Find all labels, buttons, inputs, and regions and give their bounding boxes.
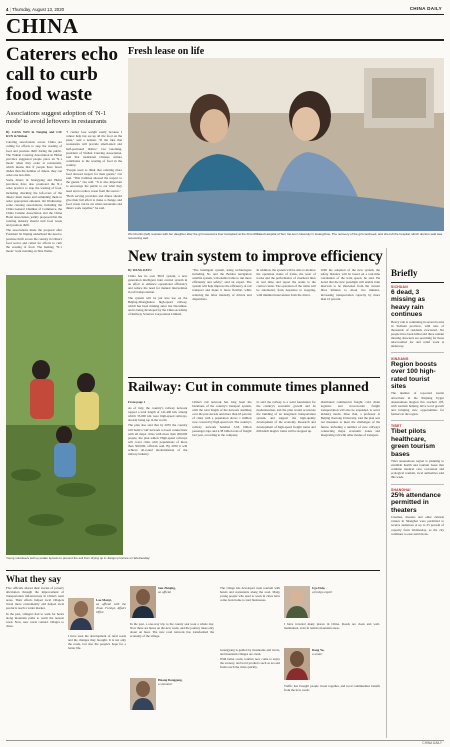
- portrait-lao-manyi: [68, 598, 94, 630]
- hospital-scene-illustration: [128, 58, 444, 231]
- briefly-header: Briefly: [391, 268, 418, 278]
- quote-name-huang: Huang Donggeng,: [158, 678, 183, 682]
- train-byline: By WANG KEJU: [128, 268, 152, 272]
- quote-role-fida: a foreign expert: [312, 590, 333, 595]
- issue-date: Thursday, August 13, 2020: [11, 7, 65, 12]
- railway-body: As of July, the country's railway network topped a total length of 141,400 km, among which 35,000 km were high-speed railways, already being top in the world.: [128, 406, 188, 423]
- masthead: CHINA DAILY: [409, 6, 442, 11]
- what-they-say-section: Five officials shared their stories of poverty alleviation through the improvement of transportation infrastructure in China's rural areas. Their efforts helped local villagers travel more conveniently and helped local products reach a wider market. In the past, villagers had to walk for hours along mountain paths to reach the nearest town. Now, new roads connect villages to cities. Lao Manyi, an official with the Jinan Foreign Affairs Office I have seen the development of rural roads and the changes they brought. It is not only the roads, but also the people's hope for a better life. Sun Zhiqing, an official In the past, a one-way trip to the county seat took a whole day. Now there are buses on the new roads, and the journey takes only about an hour. The new road network has transformed the economy of the village. The village has developed rural tourism with hotels and restaurants along the road. Many young people who used to work in cities have come back home to start businesses. Ugo Fida, a foreign expert I have traveled many places in China. Roads are clean and well-maintained, even in remote mountain areas. Dang Ya, a senior Huang Donggeng, a volunteer Guangyang is guided by mountains and rivers, and mountain villages are clean. With better roads, tourists now come to enjoy the scenery, and local products such as tea and fruits reach the cities quickly. Traffic has brought people closer together, and local communities benefit from the new roads.: [6, 586, 380, 740]
- brief-item: XINJIANG Region boosts over 100 high-rated tourist sites The number of top-rated tourist attractions in the Xinjiang Uygur Autonomous Region has reached 103, with tourism helping drive local growth and bringing new opportunities for farmers in the region.: [391, 356, 444, 416]
- lead-byline: By CANG WEI in Nanjing and LIU KUN in Wuhan: [6, 130, 62, 139]
- brief-item: SHANGHAI 25% attendance permitted in theaters Cinemas, theaters and other cultural venues in Shanghai were permitted to receive audiences at up to 25 percent of capacity from Wednesday, as the city continues to ease restrictions.: [391, 488, 444, 536]
- portrait-huang-donggeng: [130, 678, 156, 710]
- quote-role-dang: a senior: [312, 652, 323, 657]
- train-story: By WANG KEJU China has its own 'Bird' system, a new generation intelligent train control system in an effort to enhance operational efficiency and reduce the need for manual intervention in rail transportation. The system will be put into use on the Beijing-Zhangjiakou high-speed railway, which has been running since last December, and is being developed by the China Academy of Railway Sciences Corporation Limited. "The intelligent system, using technologies including 5G and the Beidou navigation satellite system, will enable trains to run more efficiently and safely," said an expert. The system will help improve the efficiency of rail transport and make it more flexible, while reducing the labor intensity of drivers and dispatchers. In addition, the system will be able to monitor the operation status of trains, the wear of tracks and the performance of overhead lines in real time, and report the status to the control center. The operation of the trains will be automated, from departure to stopping, with minimal intervention from the driver. With the adoption of the new system, the safety distance will be based on a real-time calculation of the train speed, he said. He noted that the new paradigm will enable train intervals to be shortened from the current three minutes to about two minutes, increasing transportation capacity by more than 10 percent.: [128, 268, 380, 316]
- feature-kicker: Fresh lease on life: [128, 46, 205, 57]
- train-body: China has its own 'Bird' system, a new generation intelligent train control system in an effort to enhance operational efficiency and reduce the need for manual intervention in rail transportation.: [128, 274, 188, 295]
- closing-quote: Guangyang is guided by mountains and rivers, and mountain villages are clean.: [220, 648, 280, 657]
- quote-role-lao: an official with the Jinan Foreign Affairs Office: [96, 602, 126, 615]
- lead-story: Caterers echo call to curb food waste Associations suggest adoption of 'N-1 mode' to avoid leftovers in restaurants By CANG WEI in Nanjing and LIU KUN in Wuhan Catering associations across China are calling for efforts to stop the wasting of food and promote thrift during the public. The Wuhan Catering Association in Hubei province suggested people place an 'N-1 mode' when they order at restaurants, which means that if people have fewer dishes than the number of diners, they can order one less dish. Some diners in Xiangyang and Hubei provinces have also promoted the N-1 order practice to stop the wasting of food, including checking the left-overs of the diners' main meals and reminding them to order appropriate amounts. On Wednesday, some catering associations, including the China General Chamber of Commerce, the China Cuisine Association and the China Hotel Association, jointly proposed that the catering industry should curb food waste and promote thrift. The associations made the proposal after President Xi Jinping underlined the need to promote thrift across the country in China's food sector and called for efforts to curb the wasting of food. The hashtag "N-1 mode" went trending on Sina Weibo. "I cannot lose weight easily because I cannot help but eat up all the food on the plate," said a netizen. "If the idea that restaurants will provide small-sized and half-portioned dishes," Liu Guoliang, president of Wuhan Catering Association, said that traditional Chinese culture contributes to the wasting of food in the country. "People used to think that ordering more food showed respect for their guests," Liu said. "That tradition showed the respect to the guests." Liu said. "It is also important to encourage the public to eat what they need and to reduce waste from the source." "Both serving providers and diners should give their full effort to make a change, and food waste can be cut when restaurants and diners work together," he said.: [6, 45, 122, 253]
- what-they-say-header: What they say: [6, 574, 62, 584]
- portrait-ugo-fida: [284, 586, 310, 618]
- volunteers-photo-caption: Young volunteers pull up potato sprouts to prevent the soil from drying up in Jiangxi province on Wednesday.: [6, 556, 151, 560]
- portrait-dang-ya: [284, 648, 310, 680]
- railway-label: Railway:: [128, 380, 182, 395]
- page-number: 4: [6, 7, 9, 12]
- quote-name-sun: Sun Zhiqing,: [158, 586, 176, 590]
- railway-story: From page 1 As of July, the country's railway network topped a total length of 141,400 km, among which 35,000 km were high-speed railways, already being top in the world. The plan also said that by 2035 the country will build a 'rail' network to boost connections with all major cities with more than 200,000 people, the plan added. High-speed railways will cover cities with populations of more than 500,000, officials said. By 2050 it will achieve all-round modernization of the railway industry. China's rail network has long been the backbone of the country's transport system, with the total length of the network doubling over the past decade and more than 95 percent of cities with a population above 1 million now covered by high-speed rail. The country's railway network handled 3.66 billion passenger trips and 4.38 billion tons of freight last year, according to the company. Li said the railway is a solid foundation for the country's economic growth and its modernization, and the plan would accelerate the building of an integrated transportation system, and support the high-quality development of the economy. Research and development of high-speed freight trains and 600-km/h maglev trains will be stepped up. distributed commercial freight, cold chain logistics and cross-border freight transportation will also be expanded, to serve industry needs. Zhao Jian, a professor at Beijing Jiaotong University, said the plan sets out measures to meet the challenges of the future, including a number of new railways connecting major economic zones and integrating rail with other modes of transport.: [128, 400, 380, 457]
- hospital-photo-caption: Wu Chunlin (left) reunites with her daughter after the girl received a liver transplant at the First Affiliated Hospital of Sun Yat-sen University in Guangzhou. The recovery of the girl continued, and she left the hospital, which doctors said was recovering well.: [128, 232, 443, 240]
- brief-item: SICHUAN 6 dead, 3 missing as heavy rain continues Heavy rain is continuing in several towns in Sichuan province, with tens of thousands of residents evacuated. Six people have been killed and three remain missing. Rescuers are searching for those unaccounted for and relief work is underway.: [391, 285, 444, 349]
- hospital-photo: [128, 58, 444, 231]
- quote-name-fida: Ugo Fida,: [312, 586, 326, 590]
- briefly-list: [391, 285, 444, 740]
- bottom-credit: CHINA DAILY: [422, 741, 442, 745]
- section-title: CHINA: [6, 14, 79, 38]
- railway-headline: Cut in commute times planned: [185, 380, 369, 395]
- volunteers-photo: [6, 275, 123, 555]
- portrait-sun-zhiqing: [130, 586, 156, 618]
- quote-role-sun: an official: [158, 590, 172, 595]
- brief-item: TIBET Tibet pilots healthcare, green tourism bases Tibet autonomous region is planning to establish health and tourism bases that combine medical care, recreation and ecological tourism, local authorities said this week.: [391, 424, 444, 480]
- lead-headline: Caterers echo call to curb food waste: [6, 45, 119, 105]
- lead-deck: Associations suggest adoption of 'N-1 mode' to avoid leftovers in restaurants: [6, 110, 107, 125]
- lead-body-col2: "I cannot lose weight easily because I cannot help but eat up all the food on the plate," said a netizen. "If the idea that restaurants will provide small-sized and half-portioned dishes," Liu Guoliang, president of Wuhan Catering Association, said that traditional Chinese culture contributes to the wasting of food in the country.: [66, 130, 122, 167]
- quote-name-dang: Dang Ya,: [312, 648, 325, 652]
- railway-from-page: From page 1: [128, 400, 146, 404]
- quote-name-lao: Lao Manyi,: [96, 598, 112, 602]
- field-scene-illustration: [6, 275, 123, 555]
- quote-role-huang: a volunteer: [158, 682, 173, 687]
- lead-body-col1: Catering associations across China are calling for efforts to stop the wasting of food and promote thrift during the public. The Wuhan Catering Association in Hubei province suggested people place an 'N-1 mode' when they order at restaurants, which means that if people have fewer dishes than the number of diners, they can order one less dish.: [6, 140, 62, 178]
- train-headline: New train system to improve efficiency: [128, 248, 383, 265]
